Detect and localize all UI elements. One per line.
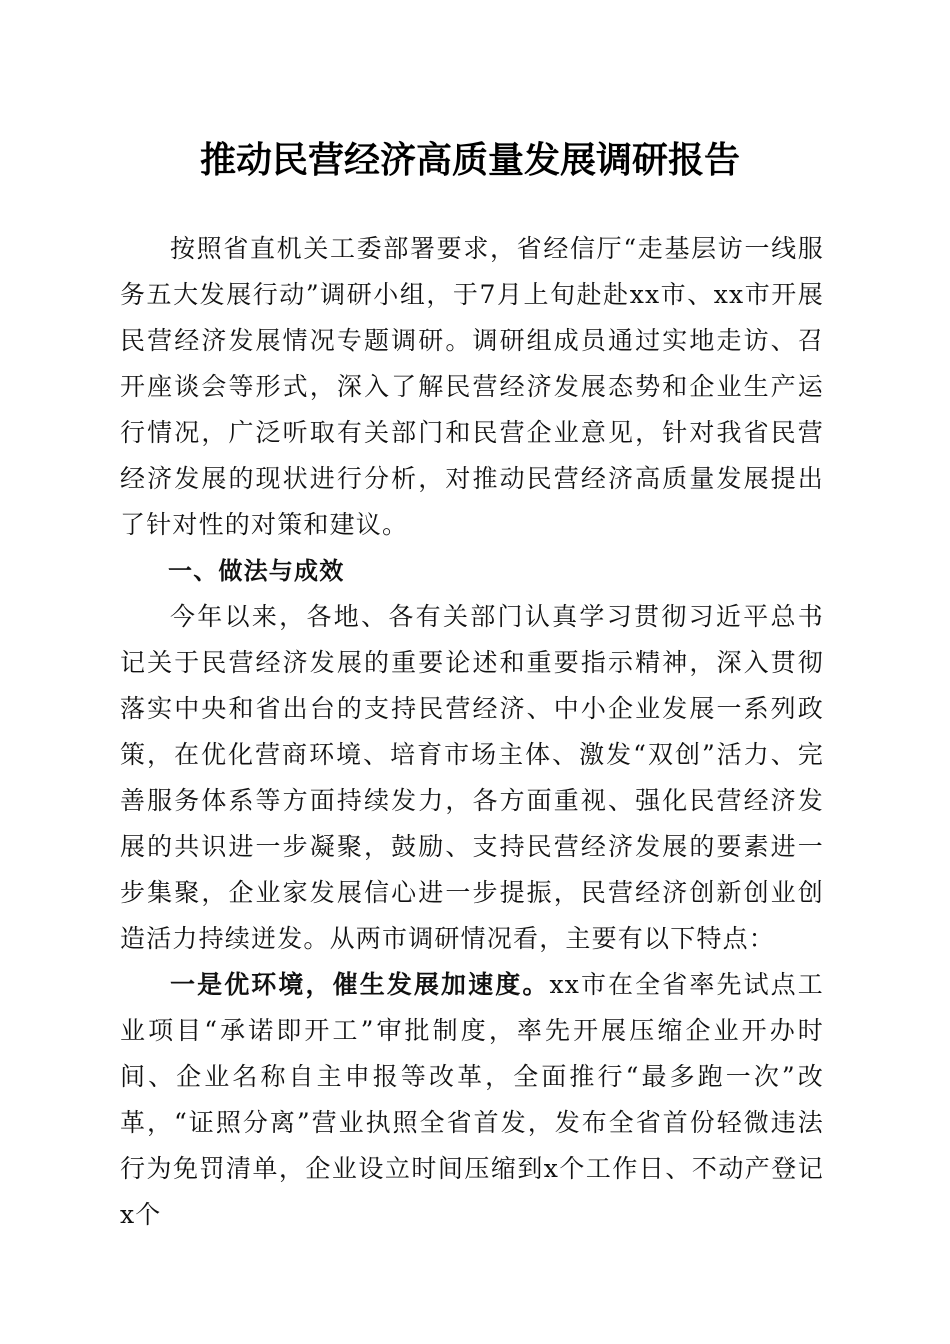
point-body: xx市在全省率先试点工业项目“承诺即开工”审批制度，率先开展压缩企业开办时间、企业名称自主申报等改革，全面推行“最多跑一次”改革，“证照分离”营业执照全省首发，发布全省首份轻微违法行为免罚清单，企业设立时间压缩到x个工作日、不动产登记x个 bbox=[120, 970, 824, 1229]
intro-paragraph: 按照省直机关工委部署要求，省经信厅“走基层访一线服务五大发展行动”调研小组，于7月上旬赴赴xx市、xx市开展民营经济发展情况专题调研。调研组成员通过实地走访、召开座谈会等形式，深入了解民营经济发展态势和企业生产运行情况，广泛听取有关部门和民营企业意见，针对我省民营经济发展的现状进行分析，对推动民营经济高质量发展提出了针对性的对策和建议。 bbox=[120, 234, 824, 539]
point-lead: 一是优环境，催生发展加速度。 bbox=[170, 970, 550, 999]
document-body bbox=[120, 226, 824, 1238]
document-title: 推动民营经济高质量发展调研报告 bbox=[199, 139, 740, 181]
point-paragraph bbox=[120, 962, 824, 1238]
section-heading: 一、做法与成效 bbox=[168, 557, 345, 585]
section-paragraph: 今年以来，各地、各有关部门认真学习贯彻习近平总书记关于民营经济发展的重要论述和重要指示精神，深入贯彻落实中央和省出台的支持民营经济、中小企业发展一系列政策，在优化营商环境、培育市场主体、激发“双创”活力、完善服务体系等方面持续发力，各方面重视、强化民营经济发展的共识进一步凝聚，鼓励、支持民营经济发展的要素进一步集聚，企业家发展信心进一步提振，民营经济创新创业创造活力持续迸发。从两市调研情况看，主要有以下特点： bbox=[120, 602, 824, 953]
